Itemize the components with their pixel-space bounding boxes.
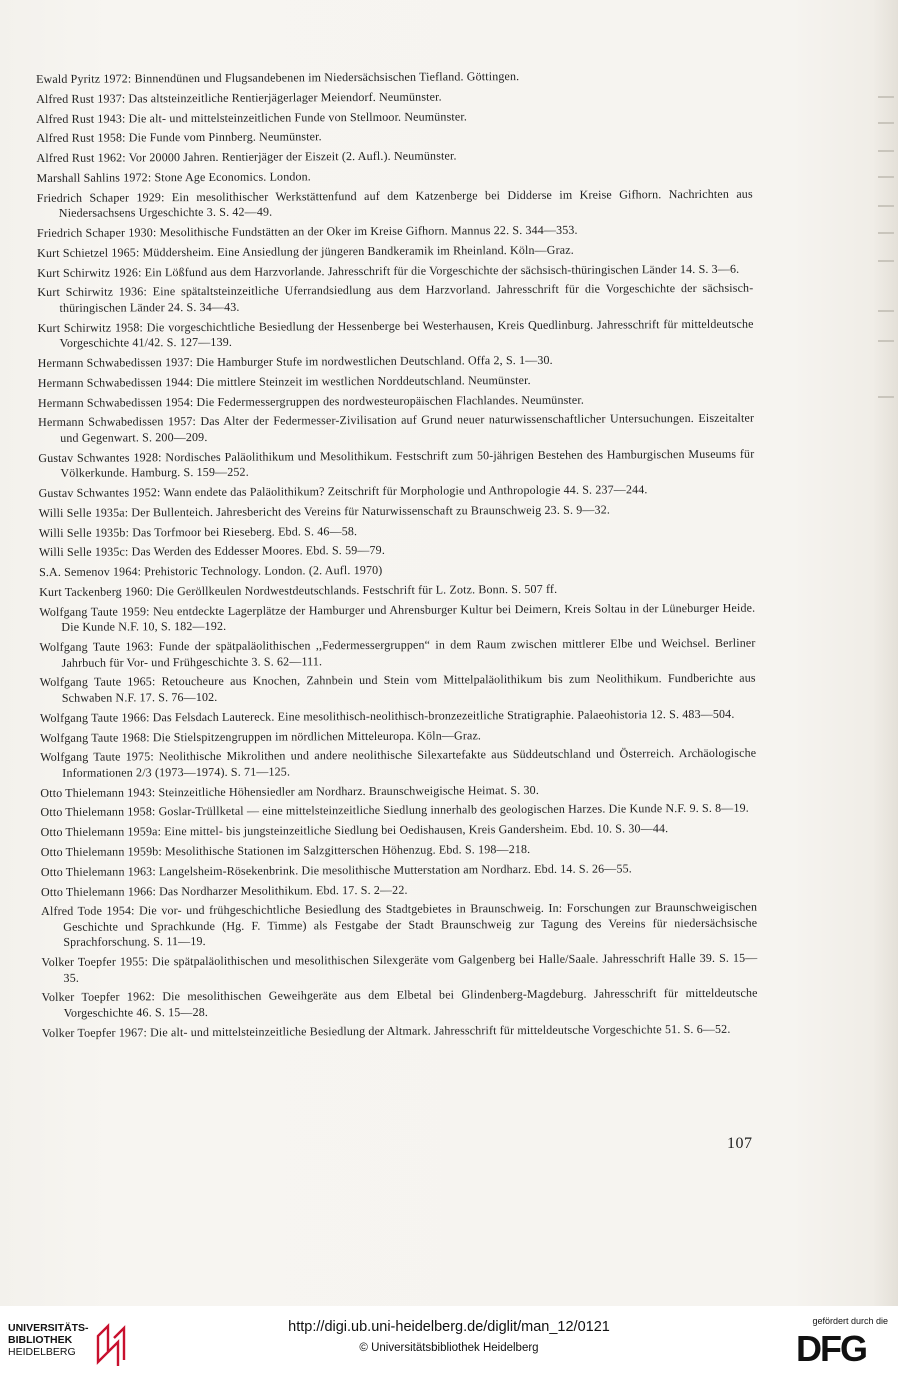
- reference-entry: Kurt Tackenberg 1960: Die Geröllkeulen Nordwestdeutschlands. Festschrift für L. Zotz. Bonn. S. 507 ff.: [39, 581, 558, 600]
- library-name-line: HEIDELBERG: [8, 1346, 76, 1358]
- reference-list: [36, 68, 758, 1046]
- reference-entry: Otto Thielemann 1959b: Mesolithische Stationen im Salzgitterschen Höhenzug. Ebd. S. 198—218.: [40, 841, 531, 859]
- reference-entry: Ewald Pyritz 1972: Binnendünen und Flugsandebenen im Niedersächsischen Tiefland. Göttingen.: [36, 69, 520, 86]
- reference-entry: Kurt Schirwitz 1958: Die vorgeschichtliche Besiedlung der Hessenberge bei Westerhausen, Kreis Quedlinburg. Jahresschrift für mitteldeutsche Vorgeschichte 41/42. S. 127—139.: [37, 316, 754, 351]
- reference-entry: Wolfgang Taute 1968: Die Stielspitzengruppen im nördlichen Mitteleuropa. Köln—Graz.: [40, 727, 482, 745]
- reference-entry: S.A. Semenov 1964: Prehistoric Technology. London. (2. Aufl. 1970): [39, 563, 383, 580]
- permalink-url[interactable]: http://digi.ub.uni-heidelberg.de/diglit/man_12/0121: [288, 1319, 610, 1335]
- reference-entry: Wolfgang Taute 1963: Funde der spätpaläolithischen ,,Federmessergruppen“ in dem Raum zwischen mittlerer Elbe und Weichsel. Berliner Jahrbuch für Vor- und Frühgeschichte 3. S. 62—111.: [39, 635, 756, 670]
- reference-entry: Marshall Sahlins 1972: Stone Age Economics. London.: [36, 169, 311, 185]
- dfg-caption: gefördert durch die: [812, 1316, 888, 1326]
- library-name-line: BIBLIOTHEK: [8, 1334, 73, 1346]
- reference-entry: Otto Thielemann 1959a: Eine mittel- bis jungsteinzeitliche Siedlung bei Oedishausen, Kreis Gandersheim. Ebd. 10. S. 30—44.: [40, 821, 669, 840]
- reference-entry: Alfred Rust 1943: Die alt- und mittelsteinzeitlichen Funde von Stellmoor. Neumünster.: [36, 108, 468, 126]
- reference-entry: Alfred Rust 1937: Das altsteinzeitliche Rentierjägerlager Meiendorf. Neumünster.: [36, 89, 442, 106]
- dfg-logo[interactable]: [796, 1316, 888, 1366]
- dfg-wordmark-icon: [796, 1330, 886, 1364]
- reference-entry: Volker Toepfer 1962: Die mesolithischen Geweihgeräte aus dem Elbetal bei Glindenberg-Magdeburg. Jahresschrift für mitteldeutsche Vorgeschichte 46. S. 15—28.: [41, 986, 758, 1020]
- reference-entry: Kurt Schietzel 1965: Müddersheim. Eine Ansiedlung der jüngeren Bandkeramik im Rheinland. Köln—Graz.: [37, 242, 574, 260]
- reference-entry: Willi Selle 1935a: Der Bullenteich. Jahresbericht des Vereins für Naturwissenschaft zu Braunschweig 23. S. 9—32.: [38, 502, 611, 520]
- reference-entry: Otto Thielemann 1958: Goslar-Trüllketal — eine mittelsteinzeitliche Siedlung innerhalb des geologischen Harzes. Die Kunde N.F. 9. S. 8—19.: [40, 801, 749, 820]
- reference-entry: Wolfgang Taute 1975: Neolithische Mikrolithen und andere neolithische Silexartefakte aus Süddeutschland und Österreich. Archäologische Informationen 2/3 (1973—1974). S. 71—125.: [40, 745, 757, 780]
- reference-entry: Friedrich Schaper 1929: Ein mesolithischer Werkstättenfund auf dem Katzenberge bei Didderse im Kreise Gifhorn. Nachrichten aus Niedersachsens Urgeschichte 3. S. 42—49.: [36, 186, 753, 221]
- reference-entry: Otto Thielemann 1943: Steinzeitliche Höhensiedler am Nordharz. Braunschweigische Heimat. S. 30.: [40, 782, 540, 800]
- reference-entry: Otto Thielemann 1966: Das Nordharzer Mesolithikum. Ebd. 17. S. 2—22.: [40, 882, 408, 899]
- adjacent-page-edge: [874, 0, 898, 1306]
- reference-entry: Hermann Schwabedissen 1954: Die Federmessergruppen des nordwesteuropäischen Flachlandes. Neumünster.: [37, 392, 585, 410]
- reference-entry: Friedrich Schaper 1930: Mesolithische Fundstätten an der Oker im Kreise Gifhorn. Mannus 22. S. 344—353.: [36, 222, 578, 241]
- reference-entry: Volker Toepfer 1967: Die alt- und mittelsteinzeitliche Besiedlung der Altmark. Jahresschrift für mitteldeutsche Vorgeschichte 51. S. 6—52.: [41, 1021, 731, 1040]
- viewer-footer: [0, 1306, 898, 1373]
- reference-entry: Alfred Rust 1958: Die Funde vom Pinnberg. Neumünster.: [36, 129, 322, 146]
- reference-entry: Gustav Schwantes 1928: Nordisches Paläolithikum und Mesolithikum. Festschrift zum 50-jährigen Bestehen des Hamburgischen Museums für Völkerkunde. Hamburg. S. 159—252.: [38, 446, 755, 481]
- reference-entry: Hermann Schwabedissen 1957: Das Alter der Federmesser-Zivilisation auf Grund neuer naturwissenschaftlicher Untersuchungen. Eiszeitalter und Gegenwart. S. 200—209.: [38, 411, 755, 445]
- dfg-letters: DFG: [796, 1330, 866, 1364]
- page-number: 107: [727, 1135, 753, 1152]
- reference-entry: Volker Toepfer 1955: Die spätpaläolithischen und mesolithischen Silexgeräte vom Galgenberg bei Halle/Saale. Jahresschrift Halle 39. S. 15—35.: [41, 950, 758, 985]
- reference-entry: Kurt Schirwitz 1936: Eine spätaltsteinzeitliche Uferrandsiedlung aus dem Harzvorland. Jahresschrift für die Vorgeschichte der sächsisch-thüringischen Länder 24. S. 34—43.: [37, 281, 754, 315]
- reference-entry: Wolfgang Taute 1966: Das Felsdach Lautereck. Eine mesolithisch-neolithisch-bronzezeitliche Stratigraphie. Palaeohistoria 12. S. 483—504.: [39, 706, 735, 725]
- reference-entry: Willi Selle 1935c: Das Werden des Eddesser Moores. Ebd. S. 59—79.: [38, 543, 386, 560]
- reference-entry: Gustav Schwantes 1952: Wann endete das Paläolithikum? Zeitschrift für Morphologie und Anthropologie 44. S. 237—244.: [38, 482, 648, 501]
- reference-entry: Alfred Rust 1962: Vor 20000 Jahren. Rentierjäger der Eiszeit (2. Aufl.). Neumünster.: [36, 148, 457, 166]
- reference-entry: Willi Selle 1935b: Das Torfmoor bei Rieseberg. Ebd. S. 46—58.: [38, 523, 358, 540]
- copyright-notice: © Universitätsbibliothek Heidelberg: [359, 1342, 539, 1354]
- reference-entry: Hermann Schwabedissen 1937: Die Hamburger Stufe im nordwestlichen Deutschland. Offa 2, S. 1—30.: [37, 352, 553, 371]
- reference-entry: Hermann Schwabedissen 1944: Die mittlere Steinzeit im westlichen Norddeutschland. Neumünster.: [37, 372, 531, 390]
- reference-entry: Otto Thielemann 1963: Langelsheim-Rösekenbrink. Die mesolithische Mutterstation am Nordharz. Ebd. 14. S. 26—55.: [40, 861, 632, 879]
- library-name-line: UNIVERSITÄTS-: [8, 1322, 89, 1334]
- reference-entry: Wolfgang Taute 1959: Neu entdeckte Lagerplätze der Hamburger und Ahrensburger Kultur bei Deimern, Kreis Soltau in der Lüneburger Heide. Die Kunde N.F. 10, S. 182—192.: [39, 600, 756, 635]
- reference-entry: Alfred Tode 1954: Die vor- und frühgeschichtliche Besiedlung des Stadtgebietes in Braunschweig. In: Forschungen zur Braunschweigischen Geschichte und Sprachkunde (Hg. F. Timme) als Festgabe der Stadt Braunschweig zur Tagung des Vereins für niedersächsische Sprachforschung. S. 11—19.: [41, 900, 758, 950]
- reference-entry: Kurt Schirwitz 1926: Ein Lößfund aus dem Harzvorlande. Jahresschrift für die Vorgeschichte der sächsisch-thüringischen Länder 14. S. 3—6.: [37, 261, 740, 280]
- reference-entry: Wolfgang Taute 1965: Retoucheure aus Knochen, Zahnbein und Stein vom Mittelpaläolithikum bis zum Neolithikum. Fundberichte aus Schwaben N.F. 17. S. 76—102.: [39, 671, 756, 705]
